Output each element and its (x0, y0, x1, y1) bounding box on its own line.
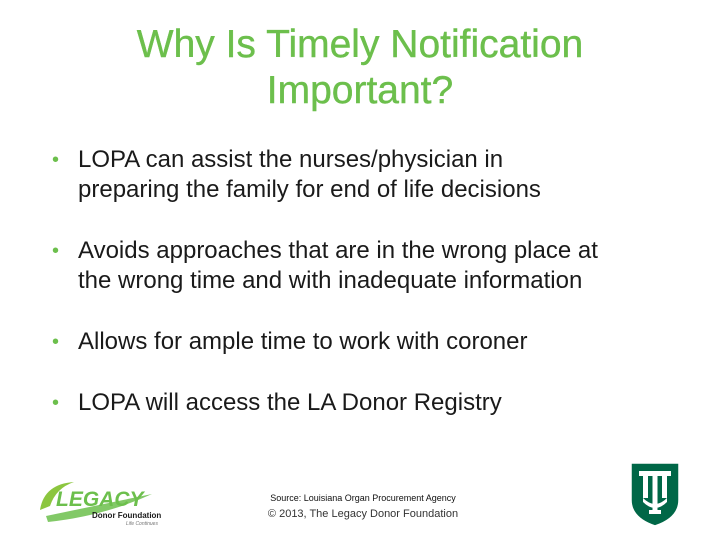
bullet-dot-icon: • (52, 331, 60, 353)
bullet-text-line-2: the wrong time and with inadequate information (78, 267, 583, 294)
copyright-notice: © 2013, The Legacy Donor Foundation (267, 508, 459, 520)
bullet-text-line-1: LOPA will access the LA Donor Registry (78, 389, 502, 416)
bullet-dot-icon: • (52, 149, 60, 171)
bullet-item (52, 236, 692, 296)
bullet-item (52, 145, 692, 205)
legacy-logo-wordmark: LEGACY (56, 488, 144, 511)
legacy-logo-tagline: Life Continues (126, 521, 158, 527)
slide-title-line-1: Why Is Timely Notification (136, 23, 584, 66)
slide-title (40, 22, 680, 114)
bullet-text-line-1: Avoids approaches that are in the wrong place at (78, 237, 598, 264)
slide-title-line-2: Important? (266, 69, 454, 112)
bullet-item (52, 388, 692, 418)
bullet-dot-icon: • (52, 240, 60, 262)
source-note: Source: Louisiana Organ Procurement Agency (270, 493, 456, 503)
bullet-list (52, 145, 692, 418)
tulane-shield-logo (627, 460, 683, 528)
bullet-text-line-1: LOPA can assist the nurses/physician in (78, 146, 504, 173)
legacy-donor-foundation-logo (34, 476, 174, 528)
bullet-text-line-2: preparing the family for end of life decisions (78, 176, 541, 203)
bullet-dot-icon: • (52, 392, 60, 414)
bullet-text-line-1: Allows for ample time to work with coroner (78, 328, 528, 355)
legacy-logo-subtext: Donor Foundation (92, 511, 162, 520)
bullet-item (52, 327, 692, 357)
